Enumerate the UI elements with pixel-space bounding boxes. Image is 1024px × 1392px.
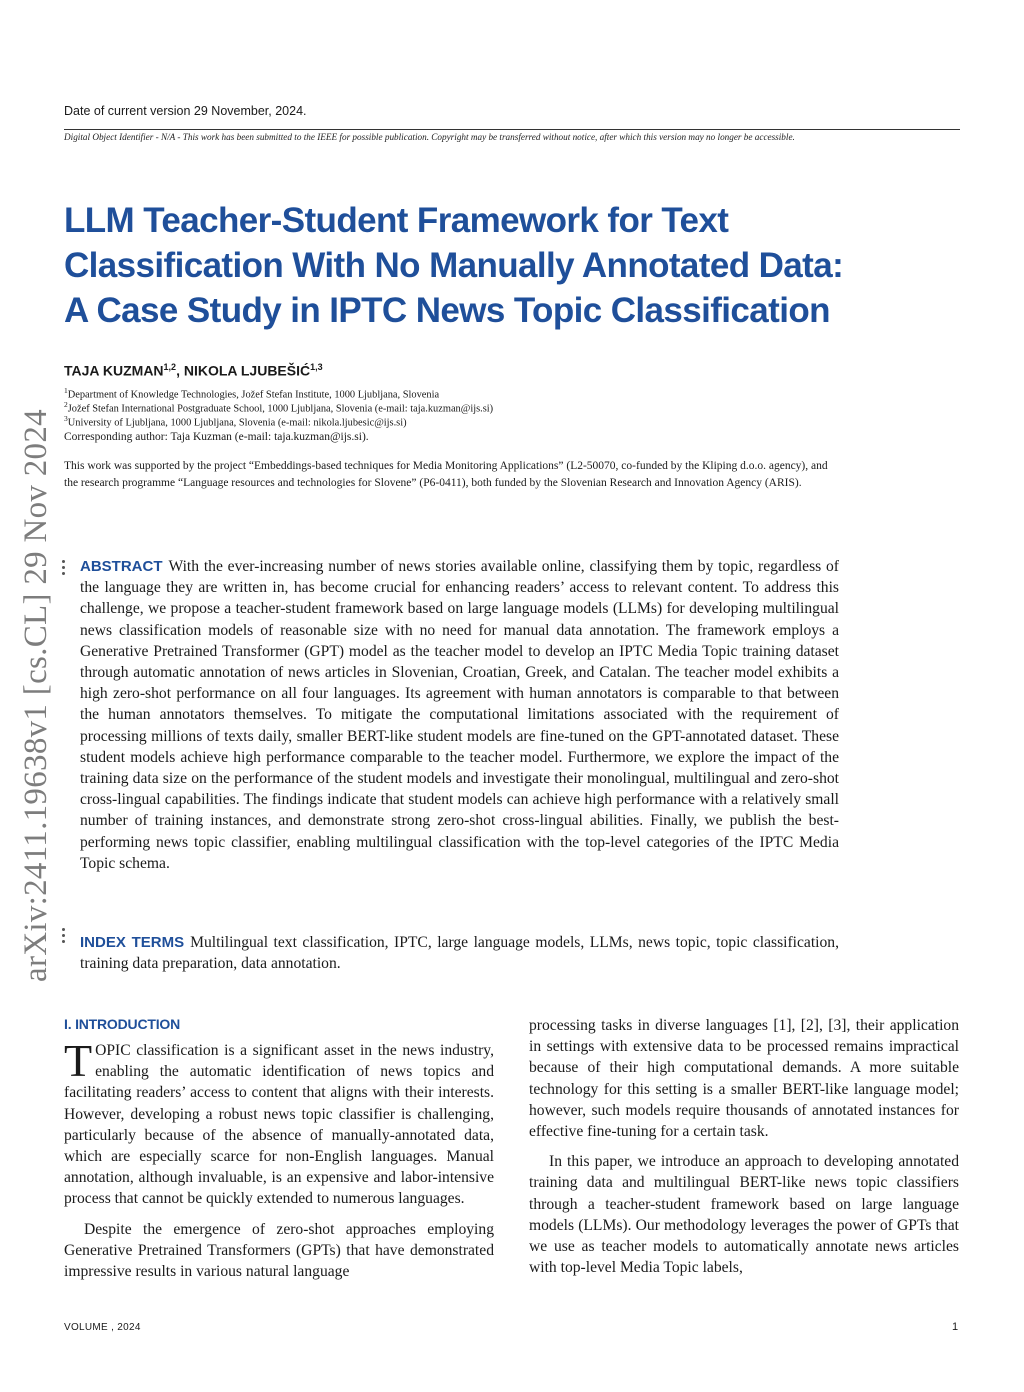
affiliation-number: 1	[64, 386, 68, 395]
corresponding-author: Corresponding author: Taja Kuzman (e-mail: taja.kuzman@ijs.si).	[64, 431, 369, 443]
abstract-marker	[62, 560, 68, 578]
right-column	[529, 1015, 959, 1278]
author-2: NIKOLA LJUBEŠIĆ	[183, 362, 311, 379]
header-rule	[64, 129, 960, 130]
affiliation-3	[64, 412, 407, 430]
intro-paragraph-1	[64, 1035, 494, 1210]
section-heading-introduction: I. INTRODUCTION	[64, 1016, 180, 1032]
author-1-affil: 1,2	[163, 362, 177, 372]
index-terms-marker	[62, 928, 68, 946]
left-column	[64, 1035, 494, 1282]
title-line-3: A Case Study in IPTC News Topic Classification	[64, 291, 830, 330]
index-terms-text: Multilingual text classification, IPTC, large language models, LLMs, news topic, topic classification, training data preparation, data annotation.	[80, 934, 840, 973]
affiliation-text: Department of Knowledge Technologies, Jožef Stefan Institute, 1000 Ljubljana, Slovenia	[67, 389, 440, 401]
author-2-affil: 1,3	[310, 362, 323, 372]
affiliation-text: Jožef Stefan International Postgraduate School, 1000 Ljubljana, Slovenia (e-mail: taja.kuzman@ijs.si)	[67, 403, 494, 415]
paragraph-text: OPIC classification is a significant asset in the news industry, enabling the automatic identification of news topics and facilitating readers’ access to content that aligns with their interests. However, developing a robust news topic classifier is challenging, particularly because of the absence of manually-annotated data, which are especially scarce for non-English languages. Manual annotation, although invaluable, is an expensive and labor-intensive process that cannot be quickly extended to numerous languages.	[64, 1042, 494, 1208]
doi-notice: Digital Object Identifier - N/A - This work has been submitted to the IEEE for possible publication. Copyright may be transferred without notice, after which this version may no longer be accessible.	[64, 132, 795, 142]
affiliation-number: 2	[64, 400, 68, 409]
abstract-text: With the ever-increasing number of news stories available online, classifying them by topic, regardless of the language they are written in, has become crucial for enhancing readers’ access to relevant content. To address this challenge, we propose a teacher-student framework based on large language models (LLMs) for developing multilingual news classification models of reasonable size with no need for manual data annotation. The framework employs a Generative Pretrained Transformer (GPT) model as the teacher model to develop an IPTC Media Topic training dataset through automatic annotation of news articles in Slovenian, Croatian, Greek, and Catalan. The teacher model exhibits a high zero-shot performance on all four languages. Its agreement with human annotators is comparable to that between the human annotators themselves. To mitigate the computational limitations associated with the requirement of processing millions of texts daily, smaller BERT-like student models are fine-tuned on the GPT-annotated dataset. These student models achieve high performance comparable to the teacher model. Furthermore, we explore the impact of the training data size on the performance of the student models and investigate their monolingual, multilingual and zero-shot cross-lingual capabilities. The findings indicate that student models can achieve high performance with a relatively small number of training instances, and demonstrate strong zero-shot cross-lingual abilities. Finally, we publish the best-performing news topic classifier, enabling multilingual classification with the top-level categories of the IPTC Media Topic schema.	[80, 558, 839, 872]
intro-paragraph-4: In this paper, we introduce an approach to developing annotated training data and multilingual BERT-like news topic classifiers through a teacher-student framework based on large language models (LLMs). Our methodology leverages the power of GPTs that we use as teacher models to automatically annotate news articles with top-level Media Topic labels,	[529, 1153, 959, 1277]
affiliation-text: University of Ljubljana, 1000 Ljubljana, Slovenia (e-mail: nikola.ljubesic@ijs.si)	[67, 417, 407, 429]
index-terms	[80, 932, 839, 974]
author-separator: ,	[176, 362, 184, 379]
title-line-1: LLM Teacher-Student Framework for Text	[64, 201, 729, 240]
title-line-2: Classification With No Manually Annotated Data:	[64, 246, 844, 285]
abstract	[80, 556, 839, 874]
affiliation-number: 3	[64, 414, 68, 423]
page-number: 1	[952, 1321, 959, 1333]
index-terms-label: INDEX TERMS	[80, 934, 185, 951]
footer-volume: VOLUME , 2024	[64, 1322, 141, 1333]
paper-title	[64, 198, 924, 333]
funding-note: This work was supported by the project “Embeddings-based techniques for Media Monitoring Applications” (L2-50070, co-funded by the Kliping d.o.o. agency), and the research programme “Language resources and technologies for Slovene” (P6-0411), both funded by the Slovenian Research and Innovation Agency (ARIS).	[64, 460, 828, 489]
intro-paragraph-2: Despite the emergence of zero-shot approaches employing Generative Pretrained Transformers (GPTs) that have demonstrated impressive results in various natural language	[64, 1220, 494, 1281]
author-list	[64, 362, 323, 379]
intro-paragraph-3: processing tasks in diverse languages [1], [2], [3], their application in settings with extensive data to be processed remains impractical because of their high computational demands. A more suitable technology for this setting is a smaller BERT-like language model; however, such models require thousands of annotated instances for effective fine-tuning for a certain task.	[529, 1017, 959, 1141]
version-date: Date of current version 29 November, 2024.	[64, 104, 307, 118]
abstract-label: ABSTRACT	[80, 558, 163, 575]
drop-cap: T	[64, 1035, 93, 1086]
author-1: TAJA KUZMAN	[64, 362, 164, 379]
arxiv-sidebar: arXiv:2411.19638v1 [cs.CL] 29 Nov 2024	[18, 409, 54, 982]
